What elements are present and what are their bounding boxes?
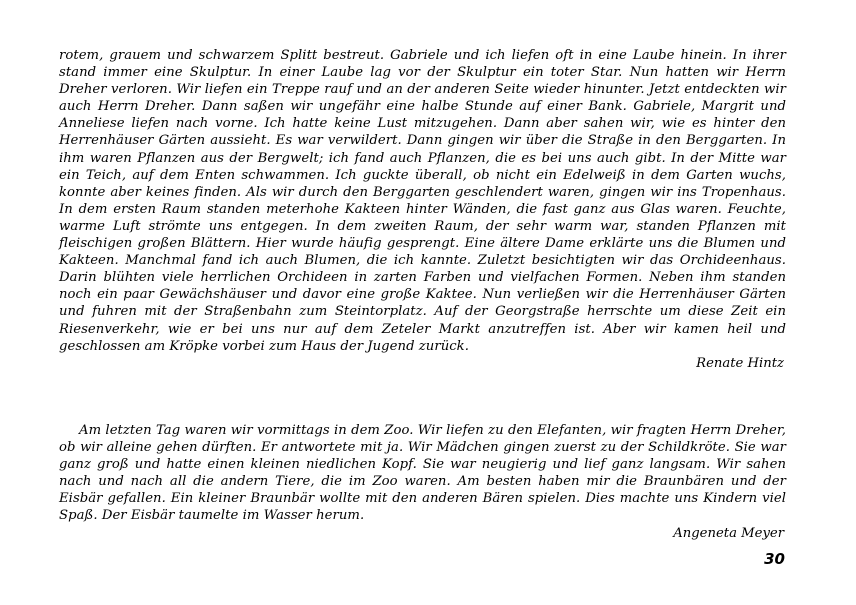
page-content: [59, 47, 786, 542]
article-2-text: Am letzten Tag waren wir vormittags in dem Zoo. Wir liefen zu den Elefanten, wir fragten Herrn Dreher, ob wir alleine gehen dürften. Er antwortete mit ja. Wir Mädchen gingen zuerst zu der Schildkröte. Sie war ganz groß und hatte einen kleinen niedlichen Kopf. Sie war neugierig und lief ganz langsam. Wir sahen nach und nach all die andern Tiere, die im Zoo waren. Am besten haben mir die Braunbären und der Eisbär gefallen. Ein kleiner Braunbär wollte mit den anderen Bären spielen. Dies machte uns Kindern viel Spaß. Der Eisbär taumelte im Wasser herum.: [59, 422, 786, 524]
page-number: 30: [764, 550, 785, 568]
article-1-author: Renate Hintz: [696, 355, 784, 371]
article-2-author: Angeneta Meyer: [673, 526, 784, 542]
article-1-text: rotem, grauem und schwarzem Splitt bestreut. Gabriele und ich liefen oft in eine Laube hinein. In ihrer stand immer eine Skulptur. In einer Laube lag vor der Skulptur ein toter Star. Nun hatten wir Herrn Dreher verloren. Wir liefen ein Treppe rauf und an der anderen Seite wieder hinunter. Jetzt entdeckten wir auch Herrn Dreher. Dann saßen wir ungefähr eine halbe Stunde auf einer Bank. Gabriele, Margrit und Anneliese liefen nach vorne. Ich hatte keine Lust mitzugehen. Dann aber sahen wir, wie es hinter den Herrenhäuser Gärten aussieht. Es war verwildert. Dann gingen wir über die Straße in den Berggarten. In ihm waren Pflanzen aus der Bergwelt; ich fand auch Pflanzen, die es bei uns auch gibt. In der Mitte war ein Teich, auf dem Enten schwammen. Ich guckte überall, ob nicht ein Edelweiß in dem Garten wuchs, konnte aber keines finden. Als wir durch den Berggarten geschlendert waren, gingen wir ins Tropenhaus. In dem ersten Raum standen meterhohe Kakteen hinter Wänden, die fast ganz aus Glas waren. Feuchte, warme Luft strömte uns entgegen. In dem zweiten Raum, der sehr warm war, standen Pflanzen mit fleischigen großen Blättern. Hier wurde häufig gesprengt. Eine ältere Dame erklärte uns die Blumen und Kakteen. Manchmal fand ich auch Blumen, die ich kannte. Zuletzt besichtigten wir das Orchideenhaus. Darin blühten viele herrlichen Orchideen in zarten Farben und vielfachen Formen. Neben ihm standen noch ein paar Gewächshäuser und davor eine große Kaktee. Nun verließen wir die Herrenhäuser Gärten und fuhren mit der Straßenbahn zum Steintorplatz. Auf der Georgstraße herrschte um diese Zeit ein Riesenverkehr, wie er bei uns nur auf dem Zeteler Markt anzutreffen ist. Aber wir kamen heil und geschlossen am Kröpke vorbei zum Haus der Jugend zurück.: [59, 48, 786, 354]
